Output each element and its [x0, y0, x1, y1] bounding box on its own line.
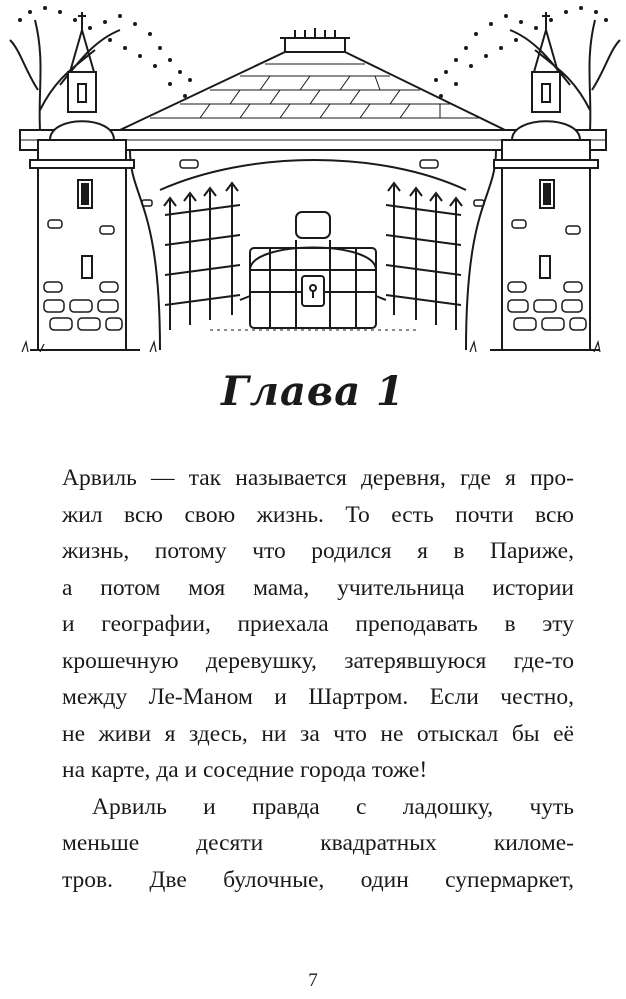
roof-icon	[120, 28, 505, 130]
text-line: между Ле-Маном и Шартром. Если честно,	[62, 684, 574, 710]
body-text	[62, 460, 574, 898]
left-tower-icon	[30, 12, 140, 350]
right-gate-icon	[386, 183, 462, 330]
text-line: не живи я здесь, ни за что не отыскал бы её	[62, 720, 574, 747]
text-line: а потом моя мама, учительница истории	[62, 574, 574, 601]
chapter-title: Глава 1	[221, 368, 405, 415]
text-line: Арвиль и правда с ладошку, чуть	[92, 793, 574, 820]
text-line: жил всю свою жизнь. То есть почти всю	[62, 501, 574, 528]
paragraph	[62, 460, 574, 789]
castle-gate-illustration	[0, 0, 626, 360]
text-line: жизнь, потому что родился я в Париже,	[62, 538, 574, 564]
left-gate-icon	[164, 183, 240, 330]
text-line: тров. Две булочные, один супермаркет,	[62, 866, 574, 893]
text-line: Арвиль — так называется деревня, где я про-	[62, 465, 574, 491]
text-line: меньше десяти квадратных киломе-	[62, 830, 574, 856]
treasure-chest-icon	[210, 212, 420, 330]
text-line: и географии, приехала преподавать в эту	[62, 611, 574, 637]
text-line: на карте, да и соседние города тоже!	[62, 757, 428, 783]
paragraph	[62, 789, 574, 899]
page-number: 7	[308, 970, 318, 991]
text-line: крошечную деревушку, затерявшуюся где-то	[62, 647, 574, 674]
right-tower-icon	[490, 12, 600, 350]
